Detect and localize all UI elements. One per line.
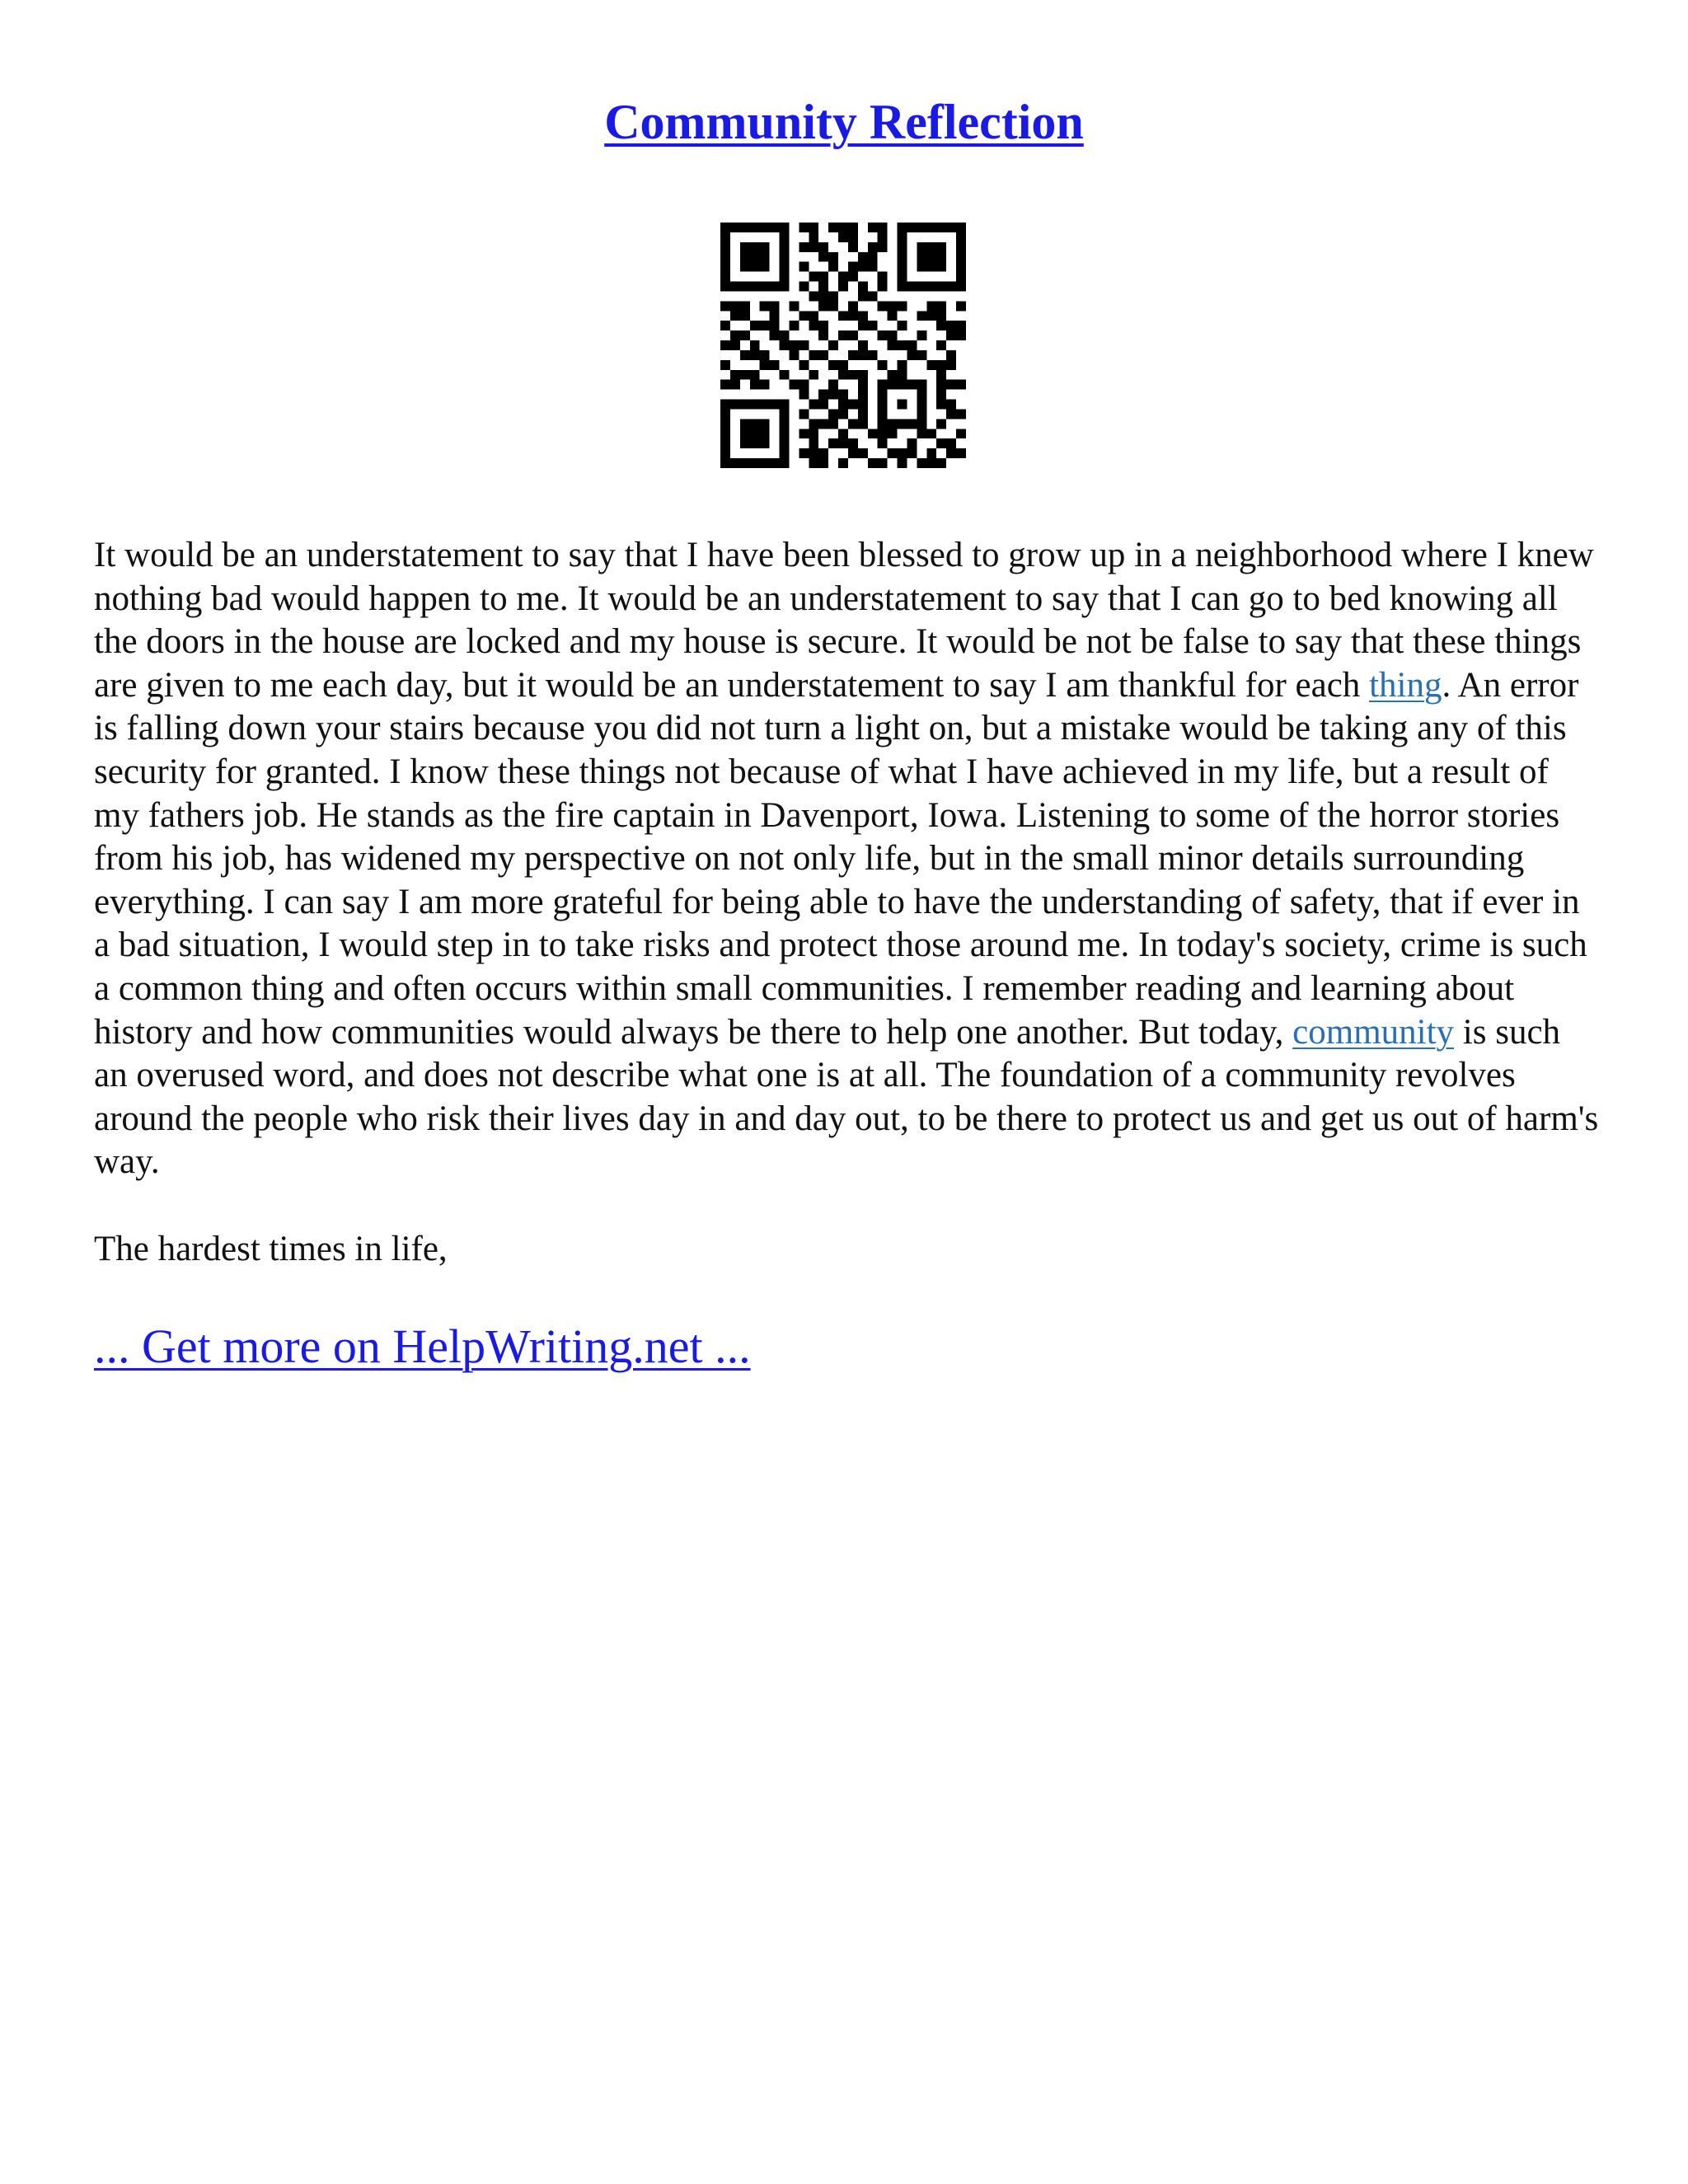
qr-code-icon — [720, 223, 966, 468]
qr-code-graphic — [720, 223, 966, 468]
get-more-container — [94, 1317, 751, 1376]
get-more-link[interactable]: ... Get more on HelpWriting.net ... — [94, 1319, 751, 1373]
paragraph-text-part-3: is such an overused word, and does not describe what one is at all. The foundation of a community revolves around the people who risk their lives day in and day out, to be there to protect us and get us out of harm's way. — [94, 1012, 1599, 1182]
title-link[interactable]: Community Reflection — [604, 95, 1084, 149]
paragraph-text-part-2: . An error is falling down your stairs because you did not turn a light on, but a mistake would be taking any of this security for granted. I know these things not because of what I have achieved in my life, but a result of my fathers job. He stands as the fire captain in Davenport, Iowa. Listening to some of the horror stories from his job, has widened my perspective on not only life, but in the small minor details surrounding everything. I can say I am more grateful for being able to have the understanding of safety, that if ever in a bad situation, I would step in to take risks and protect those around me. In today's society, crime is such a common thing and often occurs within small communities. I remember reading and learning about history and how communities would always be there to help one another. But today, — [94, 665, 1587, 1052]
paragraph-text-part-1: It would be an understatement to say that I have been blessed to grow up in a neighborhood where I knew nothing bad would happen to me. It would be an understatement to say that I can go to bed knowing all the doors in the house are locked and my house is secure. It would be not be false to say that these things are given to me each day, but it would be an understatement to say I am thankful for each — [94, 536, 1594, 705]
inline-link-community[interactable]: community — [1292, 1012, 1455, 1052]
inline-link-thing[interactable]: thing — [1369, 665, 1442, 705]
page-title — [0, 89, 1688, 155]
second-paragraph: The hardest times in life, — [94, 1230, 448, 1268]
body-paragraph — [94, 534, 1602, 1184]
